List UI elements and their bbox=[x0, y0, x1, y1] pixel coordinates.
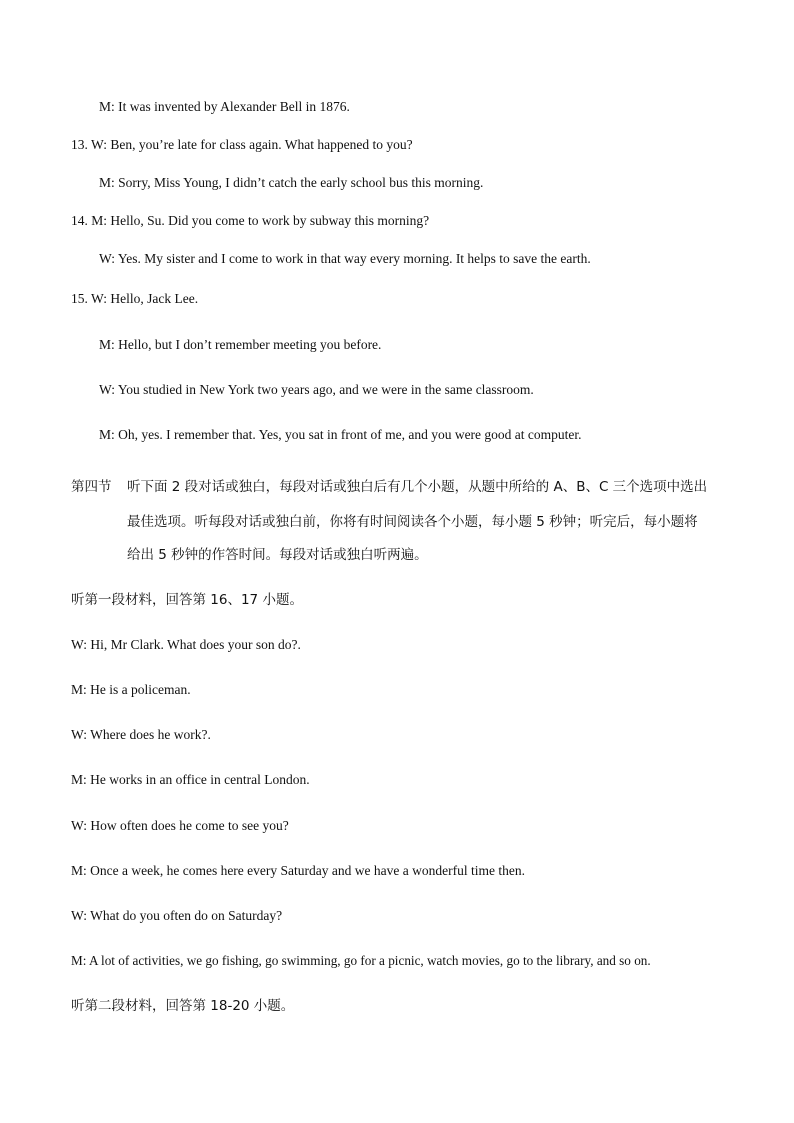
transcript-line: W: Yes. My sister and I come to work in that way every morning. It helps to save the earth. bbox=[99, 251, 591, 266]
dialogue-line: W: What do you often do on Saturday? bbox=[71, 908, 283, 923]
section-label: 第四节 bbox=[71, 479, 112, 495]
instruction-line: 给出 5 秒钟的作答时间。每段对话或独白听两遍。 bbox=[127, 547, 428, 563]
instruction-line: 最佳选项。听每段对话或独白前，你将有时间阅读各个小题，每小题 5 秒钟；听完后，每小题将 bbox=[127, 514, 698, 530]
transcript-line: 13. W: Ben, you’re late for class again. What happened to you? bbox=[71, 137, 413, 152]
dialogue-line: W: How often does he come to see you? bbox=[71, 818, 289, 833]
transcript-line: M: Oh, yes. I remember that. Yes, you sat in front of me, and you were good at computer. bbox=[99, 427, 582, 442]
transcript-line: 15. W: Hello, Jack Lee. bbox=[71, 291, 199, 306]
transcript-line: 14. M: Hello, Su. Did you come to work by subway this morning? bbox=[71, 213, 430, 228]
dialogue-line: M: He is a policeman. bbox=[71, 682, 191, 697]
instruction-line: 听下面 2 段对话或独白，每段对话或独白后有几个小题，从题中所给的 A、B、C 三个选项中选出 bbox=[127, 479, 708, 495]
transcript-line: M: It was invented by Alexander Bell in 1876. bbox=[99, 99, 350, 114]
material-heading: 听第一段材料，回答第 16、17 小题。 bbox=[71, 592, 303, 608]
transcript-line: W: You studied in New York two years ago, and we were in the same classroom. bbox=[99, 382, 534, 397]
dialogue-line: M: He works in an office in central London. bbox=[71, 772, 310, 787]
transcript-line: M: Hello, but I don’t remember meeting you before. bbox=[99, 337, 382, 352]
dialogue-line: W: Hi, Mr Clark. What does your son do?. bbox=[71, 637, 301, 652]
dialogue-line: W: Where does he work?. bbox=[71, 727, 211, 742]
material-heading: 听第二段材料，回答第 18-20 小题。 bbox=[71, 998, 295, 1014]
dialogue-line: M: A lot of activities, we go fishing, go swimming, go for a picnic, watch movies, go to the library, and so on. bbox=[71, 953, 651, 968]
transcript-line: M: Sorry, Miss Young, I didn’t catch the early school bus this morning. bbox=[99, 175, 484, 190]
dialogue-line: M: Once a week, he comes here every Saturday and we have a wonderful time then. bbox=[71, 863, 525, 878]
